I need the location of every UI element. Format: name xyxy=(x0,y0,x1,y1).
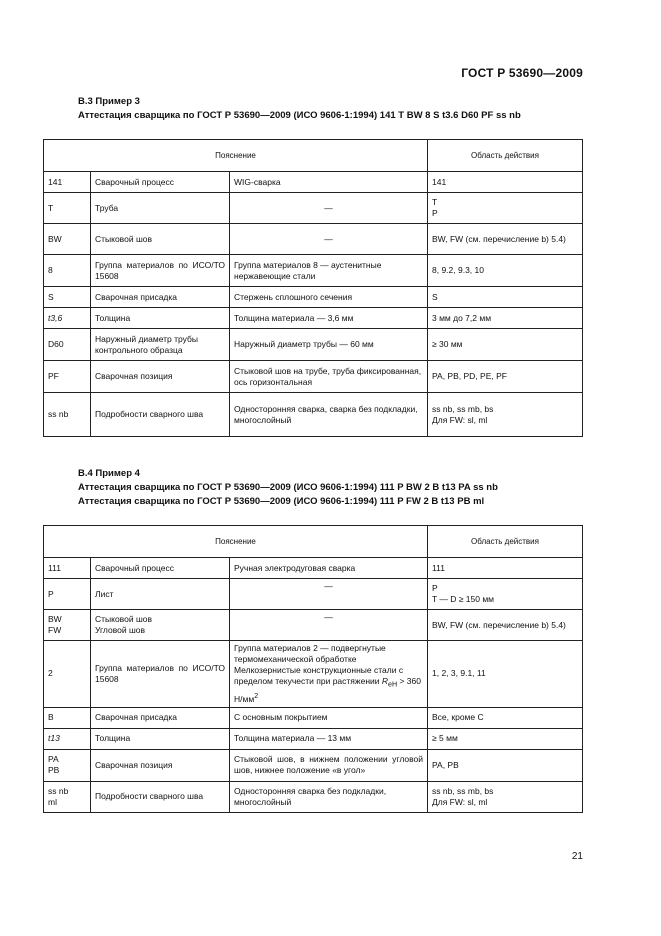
row-value: Стыковой шов на трубе, труба фиксированная, ось горизонтальная xyxy=(230,361,428,393)
row-scope: 1, 2, 3, 9.1, 11 xyxy=(428,641,583,708)
row-code xyxy=(44,781,91,812)
table-row xyxy=(44,361,583,393)
row-value: Стержень сплошного сечения xyxy=(230,287,428,308)
scope-line: ss nb, ss mb, bs xyxy=(432,785,494,796)
code-line: BW xyxy=(48,614,62,624)
row-scope xyxy=(428,393,583,437)
example4-table xyxy=(43,525,583,813)
scope-line: Для FW: sl, ml xyxy=(432,414,488,425)
row-scope xyxy=(428,781,583,812)
row-name: Наружный диаметр трубы контрольного образца xyxy=(91,329,230,361)
row-value: Наружный диаметр трубы — 60 мм xyxy=(230,329,428,361)
row-code: 141 xyxy=(44,172,91,193)
example3-table xyxy=(43,139,583,437)
table-row xyxy=(44,255,583,287)
row-scope xyxy=(428,579,583,610)
example4-designation-2: Аттестация сварщика по ГОСТ Р 53690—2009 (ИСО 9606-1:1994) 111 P FW 2 B t13 PB ml xyxy=(78,496,485,507)
row-code: t13 xyxy=(44,728,91,749)
row-code: D60 xyxy=(44,329,91,361)
value-superscript: 2 xyxy=(254,691,259,700)
row-code: S xyxy=(44,287,91,308)
col-explanation-header: Пояснение xyxy=(44,526,428,558)
row-value: Стыковой шов, в нижнем положении угловой шов, нижнее положение «в угол» xyxy=(230,749,428,781)
value-text: Группа материалов 2 — подвергнутые термомеханической обработке Мелкозернистые конструкционные стали с пределом текучести при растяжении xyxy=(234,643,404,686)
col-scope-header: Область действия xyxy=(428,140,583,172)
code-line: PB xyxy=(48,765,60,776)
table-row xyxy=(44,393,583,437)
code-line: PA xyxy=(48,754,59,765)
row-name: Сварочная позиция xyxy=(91,749,230,781)
value-text: > 360 Н/мм xyxy=(234,676,421,704)
row-name: Сварочная позиция xyxy=(91,361,230,393)
row-name: Подробности сварного шва xyxy=(91,781,230,812)
row-code xyxy=(44,610,91,641)
row-code: 2 xyxy=(44,641,91,708)
name-line: Стыковой шов xyxy=(95,614,153,624)
row-code: ss nb xyxy=(44,393,91,437)
col-explanation-header: Пояснение xyxy=(44,140,428,172)
scope-line: ss nb, ss mb, bs xyxy=(432,403,494,414)
row-value: — xyxy=(230,579,428,610)
scope-line: T — D ≥ 150 мм xyxy=(432,594,495,604)
row-scope: PA, PB, PD, PE, PF xyxy=(428,361,583,393)
row-code: T xyxy=(44,193,91,224)
table-row xyxy=(44,329,583,361)
table-row xyxy=(44,579,583,610)
table-row xyxy=(44,781,583,812)
name-line: Угловой шов xyxy=(95,625,146,635)
row-value xyxy=(230,393,428,437)
row-scope: 141 xyxy=(428,172,583,193)
row-name: Подробности сварного шва xyxy=(91,393,230,437)
row-value: С основным покрытием xyxy=(230,707,428,728)
row-code xyxy=(44,749,91,781)
row-scope: 3 мм до 7,2 мм xyxy=(428,308,583,329)
table-row xyxy=(44,728,583,749)
row-name: Группа материалов по ИСО/ТО 15608 xyxy=(91,255,230,287)
row-name: Сварочный процесс xyxy=(91,172,230,193)
row-code: P xyxy=(44,579,91,610)
row-name: Сварочная присадка xyxy=(91,287,230,308)
example3-designation: Аттестация сварщика по ГОСТ Р 53690—2009 (ИСО 9606-1:1994) 141 T BW 8 S t3.6 D60 PF ss nb xyxy=(78,110,521,121)
row-scope: 8, 9.2, 9.3, 10 xyxy=(428,255,583,287)
scope-line: P xyxy=(432,208,438,218)
row-value: — xyxy=(230,193,428,224)
row-scope: BW, FW (см. перечисление b) 5.4) xyxy=(428,610,583,641)
table-row xyxy=(44,172,583,193)
example4-designation-1: Аттестация сварщика по ГОСТ Р 53690—2009 (ИСО 9606-1:1994) 111 P BW 2 B t13 PA ss nb xyxy=(78,482,498,493)
row-scope: PA, PB xyxy=(428,749,583,781)
example4-heading: В.4 Пример 4 xyxy=(78,468,140,479)
row-scope: ≥ 30 мм xyxy=(428,329,583,361)
value-subscript: eH xyxy=(388,680,398,689)
code-line: ss nb xyxy=(48,785,69,796)
scope-line: T xyxy=(432,197,438,207)
row-value: Толщина материала — 13 мм xyxy=(230,728,428,749)
row-name xyxy=(91,610,230,641)
row-value: Группа материалов 8 — аустенитные нержавеющие стали xyxy=(230,255,428,287)
row-code: B xyxy=(44,707,91,728)
row-value: Односторонняя сварка без подкладки, многослойный xyxy=(230,781,428,812)
table-row xyxy=(44,749,583,781)
row-code: t3,6 xyxy=(44,308,91,329)
row-scope: Все, кроме С xyxy=(428,707,583,728)
row-value xyxy=(230,641,428,708)
row-value: WIG-сварка xyxy=(230,172,428,193)
col-scope-header: Область действия xyxy=(428,526,583,558)
row-name: Стыковой шов xyxy=(91,224,230,255)
row-name: Толщина xyxy=(91,728,230,749)
table-row xyxy=(44,193,583,224)
code-line: ml xyxy=(48,796,57,807)
row-name: Толщина xyxy=(91,308,230,329)
row-name: Сварочная присадка xyxy=(91,707,230,728)
row-scope xyxy=(428,193,583,224)
row-value: Толщина материала — 3,6 мм xyxy=(230,308,428,329)
table-row xyxy=(44,610,583,641)
value-line: многослойный xyxy=(234,414,292,425)
row-code: 111 xyxy=(44,558,91,579)
code-line: FW xyxy=(48,625,62,635)
row-value: — xyxy=(230,610,428,641)
standard-header: ГОСТ Р 53690—2009 xyxy=(461,66,583,80)
row-scope: ≥ 5 мм xyxy=(428,728,583,749)
row-name: Труба xyxy=(91,193,230,224)
row-value: — xyxy=(230,224,428,255)
row-code: PF xyxy=(44,361,91,393)
value-line: Односторонняя сварка, сварка без подкладки, xyxy=(234,403,418,414)
row-scope: 111 xyxy=(428,558,583,579)
row-code: BW xyxy=(44,224,91,255)
row-code: 8 xyxy=(44,255,91,287)
table-row xyxy=(44,224,583,255)
page-number: 21 xyxy=(571,851,583,862)
row-scope: S xyxy=(428,287,583,308)
row-name: Группа материалов по ИСО/ТО 15608 xyxy=(91,641,230,708)
row-name: Сварочный процесс xyxy=(91,558,230,579)
scope-line: Для FW: sl, ml xyxy=(432,796,488,807)
row-scope: BW, FW (см. перечисление b) 5.4) xyxy=(428,224,583,255)
table-row xyxy=(44,707,583,728)
table-header-row xyxy=(44,140,583,172)
table-row xyxy=(44,287,583,308)
row-name: Лист xyxy=(91,579,230,610)
row-value: Ручная электродуговая сварка xyxy=(230,558,428,579)
value-symbol: R xyxy=(381,676,389,686)
example3-heading: В.3 Пример 3 xyxy=(78,96,140,107)
scope-line: P xyxy=(432,583,438,593)
table-row xyxy=(44,308,583,329)
table-header-row xyxy=(44,526,583,558)
table-row xyxy=(44,641,583,708)
table-row xyxy=(44,558,583,579)
